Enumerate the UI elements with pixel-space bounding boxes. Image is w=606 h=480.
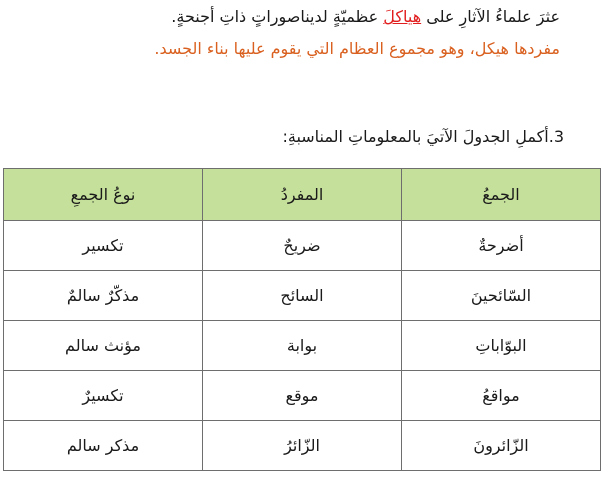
table-row — [4, 321, 601, 371]
highlighted-word: هياكلَ — [383, 7, 422, 26]
table-row — [4, 421, 601, 471]
table-row — [4, 221, 601, 271]
table-header-row — [4, 169, 601, 221]
cell-singular: السائح — [203, 271, 402, 321]
instruction-text: 3.أكملِ الجدولَ الآتيَ بالمعلوماتِ المناسبةِ: — [282, 127, 564, 146]
cell-plural-type: مذكّرٌ سالمٌ — [4, 271, 203, 321]
cell-plural: مواقعُ — [402, 371, 601, 421]
plural-table — [3, 168, 601, 471]
cell-singular: بوابة — [203, 321, 402, 371]
cell-plural-type: تكسير — [4, 221, 203, 271]
cell-singular: ضريحٌ — [203, 221, 402, 271]
answer-text: مفردها هيكل، وهو مجموع العظام التي يقوم عليها بناء الجسد. — [154, 39, 560, 58]
sentence-before: عثرَ علماءُ الآثارِ على — [421, 7, 560, 26]
cell-plural: أضرحةٌ — [402, 221, 601, 271]
cell-singular: الزّائرُ — [203, 421, 402, 471]
table-row — [4, 271, 601, 321]
cell-plural: الزّائرونَ — [402, 421, 601, 471]
header-plural-type: نوعُ الجمعِ — [4, 169, 203, 221]
cell-plural-type: مؤنث سالم — [4, 321, 203, 371]
cell-plural: السّائحينَ — [402, 271, 601, 321]
cell-singular: موقع — [203, 371, 402, 421]
cell-plural: البوّاباتِ — [402, 321, 601, 371]
header-singular: المفردُ — [203, 169, 402, 221]
header-plural: الجمعُ — [402, 169, 601, 221]
cell-plural-type: مذكر سالم — [4, 421, 203, 471]
cell-plural-type: تكسيرٌ — [4, 371, 203, 421]
question-sentence — [171, 6, 560, 28]
sentence-after: عظميّةٍ لديناصوراتٍ ذاتِ أجنحةٍ. — [171, 7, 384, 26]
table-row — [4, 371, 601, 421]
